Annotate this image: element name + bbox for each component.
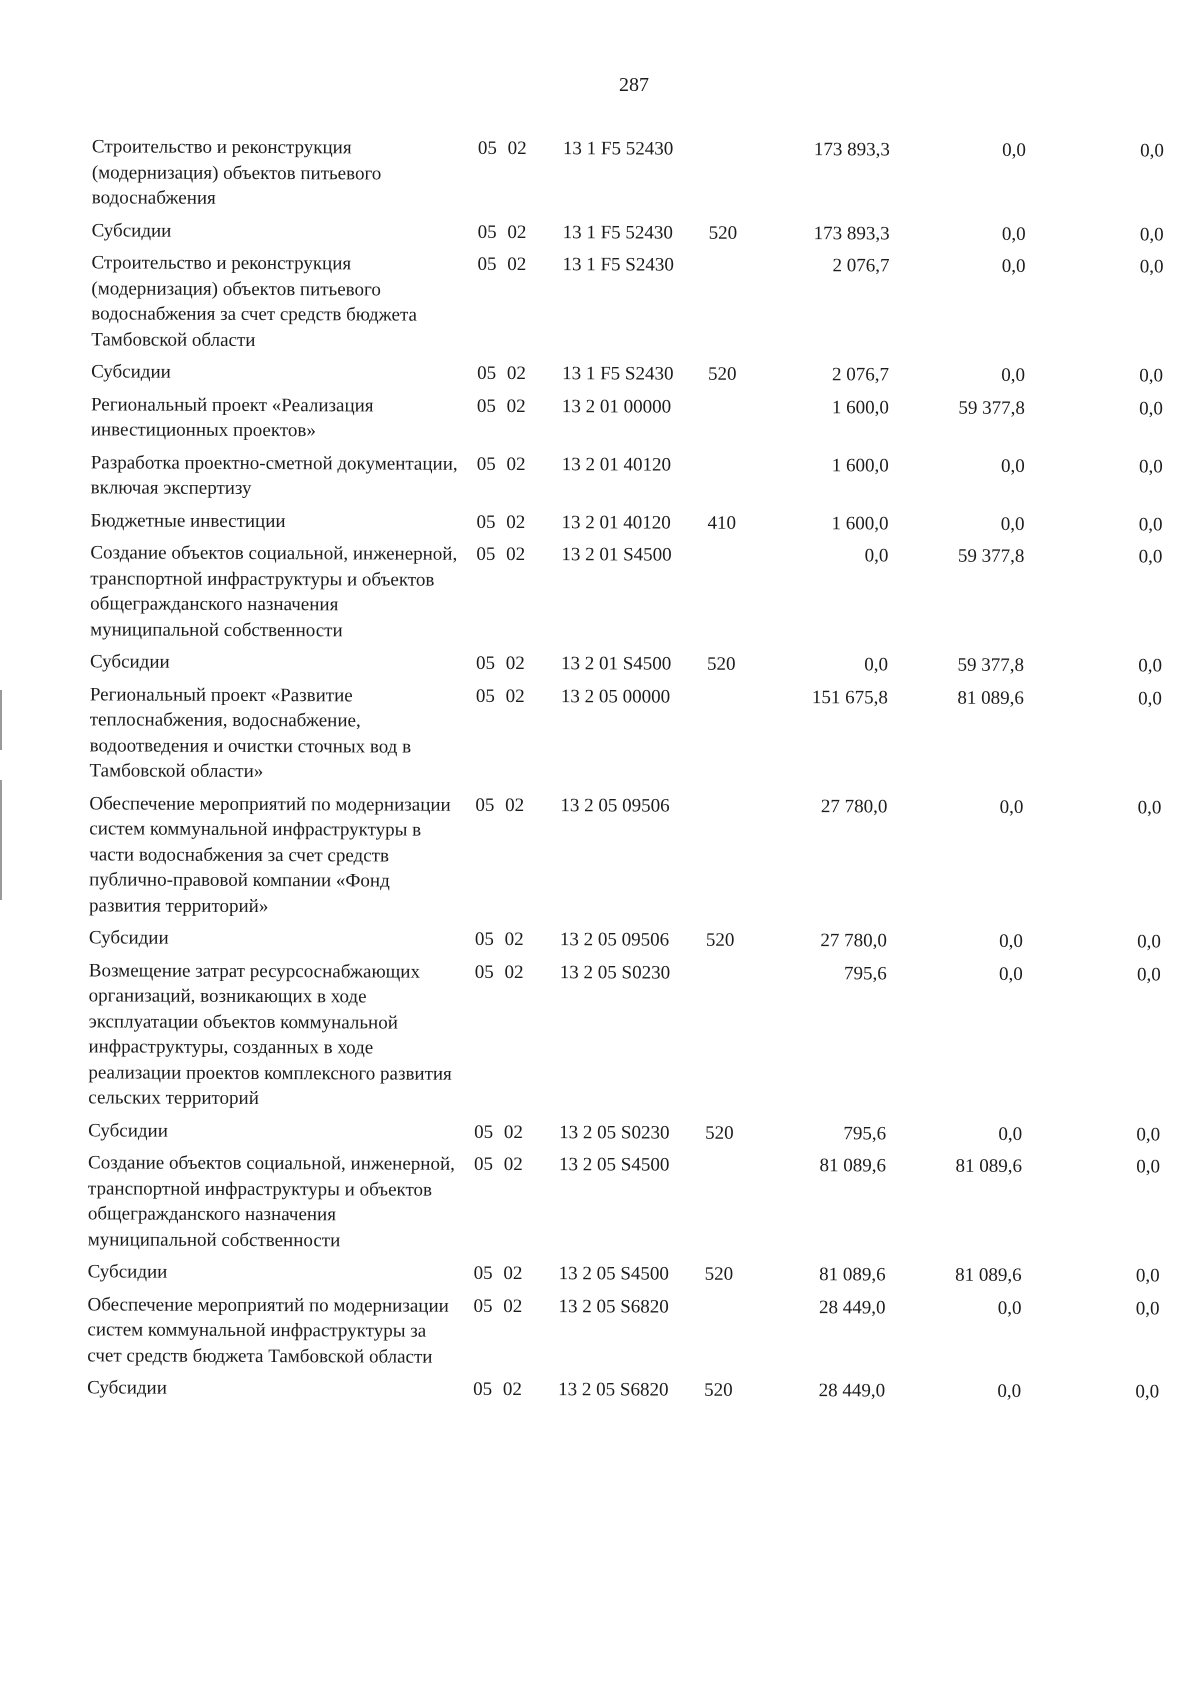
row-name: Субсидии <box>87 1377 167 1399</box>
row-amount-3: 0,0 <box>1138 455 1163 477</box>
table-row <box>0 217 1200 254</box>
row-amount-1: 151 675,8 <box>811 686 888 708</box>
row-amount-1: 795,6 <box>843 962 887 984</box>
row-amount-2: 0,0 <box>1000 455 1025 477</box>
row-amount-1: 81 089,6 <box>819 1155 887 1177</box>
row-code: 13 2 05 09506 <box>559 929 670 951</box>
row-amount-3: 0,0 <box>1140 140 1164 162</box>
row-amount-3: 0,0 <box>1138 687 1162 709</box>
row-section: 05 02 <box>475 652 525 675</box>
row-name: Обеспечение мероприятий по модернизации систем коммунальной инфраструктуры за счет средств бюджета Тамбовской области <box>87 1293 449 1368</box>
row-section: 05 02 <box>476 543 526 566</box>
row-code: 13 2 05 S0230 <box>559 961 671 984</box>
row-expense-type: 520 <box>708 222 738 244</box>
row-amount-3: 0,0 <box>1136 963 1161 985</box>
row-amount-3: 0,0 <box>1137 796 1162 818</box>
row-expense-type: 520 <box>705 1122 734 1144</box>
row-expense-type: 520 <box>706 653 736 675</box>
row-name: Субсидии <box>88 927 169 949</box>
row-section: 05 02 <box>474 1153 523 1176</box>
row-amount-3: 0,0 <box>1139 397 1163 419</box>
row-code: 13 2 05 S6820 <box>558 1379 669 1401</box>
table-row <box>0 957 1197 1122</box>
row-name: Строительство и реконструкция (модернизация) объектов питьевого водоснабжения за счет средств бюджета Тамбовской области <box>91 252 418 351</box>
row-name: Обеспечение мероприятий по модернизации систем коммунальной инфраструктуры в части водоснабжения за счет средств публично-правовой компании «Фонд развития территорий» <box>88 792 451 917</box>
row-name: Субсидии <box>87 1261 168 1283</box>
table-row <box>0 391 1199 454</box>
row-code: 13 1 F5 S2430 <box>562 363 674 385</box>
table-row <box>0 507 1199 544</box>
row-amount-1: 28 449,0 <box>818 1296 886 1318</box>
row-name: Возмещение затрат ресурсоснабжающих организаций, возникающих в ходе эксплуатации объектов коммунальной инфраструктуры, созданных в ходе реализации проектов комплексного развития сельских территорий <box>88 959 452 1110</box>
row-amount-2: 0,0 <box>999 796 1024 818</box>
row-code: 13 2 01 S4500 <box>561 544 672 566</box>
row-section: 05 02 <box>477 137 527 160</box>
table-row <box>0 449 1199 512</box>
row-code: 13 2 01 S4500 <box>560 653 672 675</box>
row-name: Строительство и реконструкция (модернизация) объектов питьевого водоснабжения <box>91 136 382 209</box>
table-row <box>0 1259 1196 1296</box>
row-amount-3: 0,0 <box>1136 1156 1161 1178</box>
row-amount-3: 0,0 <box>1135 1297 1160 1319</box>
row-amount-2: 0,0 <box>998 1123 1023 1145</box>
row-amount-2: 59 377,8 <box>958 397 1025 419</box>
row-amount-1: 173 893,3 <box>813 139 890 161</box>
row-amount-1: 27 780,0 <box>820 795 888 817</box>
table-row <box>0 925 1197 962</box>
table-row <box>0 1117 1196 1154</box>
row-code: 13 2 05 S6820 <box>558 1295 669 1318</box>
row-section: 05 02 <box>475 685 525 707</box>
row-amount-2: 59 377,8 <box>957 545 1025 567</box>
row-expense-type: 410 <box>707 512 737 534</box>
row-amount-1: 0,0 <box>864 545 889 567</box>
row-section: 05 02 <box>474 1121 523 1143</box>
row-amount-3: 0,0 <box>1139 256 1164 278</box>
row-amount-1: 2 076,7 <box>832 364 890 386</box>
row-name: Субсидии <box>91 361 171 383</box>
row-amount-3: 0,0 <box>1135 1381 1160 1403</box>
table-row <box>0 359 1199 396</box>
row-amount-3: 0,0 <box>1139 223 1164 245</box>
row-amount-1: 0,0 <box>864 654 889 676</box>
row-name: Региональный проект «Развитие теплоснабжения, водоснабжение, водоотведения и очистки сточных вод в Тамбовской области» <box>89 683 412 783</box>
table-row <box>0 1375 1195 1412</box>
row-section: 05 02 <box>476 395 526 417</box>
row-code: 13 2 05 S4500 <box>558 1263 669 1285</box>
budget-table <box>0 134 1200 1412</box>
row-section: 05 02 <box>474 928 524 951</box>
table-row <box>0 649 1198 686</box>
row-amount-3: 0,0 <box>1139 365 1164 387</box>
row-amount-1: 1 600,0 <box>831 454 889 476</box>
row-name: Бюджетные инвестиции <box>90 509 286 532</box>
row-expense-type: 520 <box>704 1263 734 1285</box>
row-amount-3: 0,0 <box>1137 931 1161 953</box>
row-code: 13 2 05 S4500 <box>559 1154 670 1176</box>
row-name: Субсидии <box>89 651 170 673</box>
row-amount-2: 0,0 <box>997 1297 1022 1319</box>
row-amount-3: 0,0 <box>1138 546 1163 568</box>
row-amount-1: 1 600,0 <box>831 512 889 534</box>
row-amount-2: 0,0 <box>1001 223 1026 245</box>
row-amount-2: 0,0 <box>1000 513 1025 535</box>
row-code: 13 2 05 09506 <box>560 794 670 817</box>
row-code: 13 2 05 00000 <box>560 685 671 708</box>
row-section: 05 02 <box>477 253 527 276</box>
row-code: 13 2 01 40120 <box>561 511 671 534</box>
row-code: 13 2 01 40120 <box>561 453 672 476</box>
row-section: 05 02 <box>473 1262 523 1285</box>
row-section: 05 02 <box>477 221 527 243</box>
row-section: 05 02 <box>476 511 526 533</box>
row-amount-3: 0,0 <box>1136 1123 1161 1145</box>
row-code: 13 2 05 S0230 <box>559 1121 670 1144</box>
row-section: 05 02 <box>476 453 526 475</box>
row-amount-1: 2 076,7 <box>832 255 890 277</box>
row-amount-3: 0,0 <box>1138 513 1163 535</box>
row-expense-type: 520 <box>705 929 735 951</box>
row-name: Субсидии <box>88 1119 168 1142</box>
row-code: 13 1 F5 52430 <box>562 138 674 160</box>
row-amount-1: 27 780,0 <box>820 930 887 952</box>
row-amount-1: 795,6 <box>843 1122 887 1144</box>
table-row <box>0 1150 1196 1264</box>
row-amount-3: 0,0 <box>1138 655 1163 677</box>
row-code: 13 1 F5 52430 <box>562 221 673 244</box>
row-amount-2: 81 089,6 <box>955 1155 1023 1177</box>
row-amount-3: 0,0 <box>1135 1265 1160 1287</box>
row-amount-2: 0,0 <box>1002 139 1026 161</box>
row-amount-2: 81 089,6 <box>957 687 1024 709</box>
row-name: Региональный проект «Реализация инвестиционных проектов» <box>90 393 374 442</box>
row-section: 05 02 <box>477 362 526 385</box>
table-row <box>0 1291 1196 1379</box>
table-row <box>0 540 1198 654</box>
page-number: 287 <box>619 74 649 96</box>
row-name: Разработка проектно-сметной документации, включая экспертизу <box>90 451 458 499</box>
row-amount-2: 59 377,8 <box>957 654 1025 676</box>
row-amount-2: 0,0 <box>1001 364 1026 386</box>
table-row <box>0 681 1198 795</box>
row-code: 13 1 F5 S2430 <box>562 254 674 276</box>
row-amount-1: 28 449,0 <box>818 1380 886 1402</box>
table-row <box>0 134 1200 222</box>
table-row <box>0 790 1197 929</box>
row-amount-1: 173 893,3 <box>813 222 890 244</box>
row-section: 05 02 <box>474 961 524 983</box>
row-name: Создание объектов социальной, инженерной, транспортной инфраструктуры и объектов общегражданского назначения муниципальной собственности <box>90 542 458 641</box>
row-expense-type: 520 <box>704 1379 733 1401</box>
row-amount-2: 0,0 <box>997 1380 1022 1402</box>
table-row <box>0 250 1200 364</box>
row-name: Субсидии <box>91 219 172 242</box>
row-section: 05 02 <box>473 1378 522 1401</box>
row-expense-type: 520 <box>708 363 737 385</box>
row-amount-1: 81 089,6 <box>819 1264 886 1286</box>
row-amount-2: 0,0 <box>999 930 1023 952</box>
row-amount-2: 0,0 <box>998 963 1023 985</box>
row-amount-1: 1 600,0 <box>831 396 889 418</box>
row-amount-2: 81 089,6 <box>955 1264 1022 1286</box>
row-section: 05 02 <box>473 1295 523 1317</box>
row-section: 05 02 <box>475 794 525 816</box>
row-code: 13 2 01 00000 <box>561 395 672 418</box>
row-amount-2: 0,0 <box>1001 255 1026 277</box>
row-name: Создание объектов социальной, инженерной, транспортной инфраструктуры и объектов общегражданского назначения муниципальной собственности <box>87 1152 455 1251</box>
